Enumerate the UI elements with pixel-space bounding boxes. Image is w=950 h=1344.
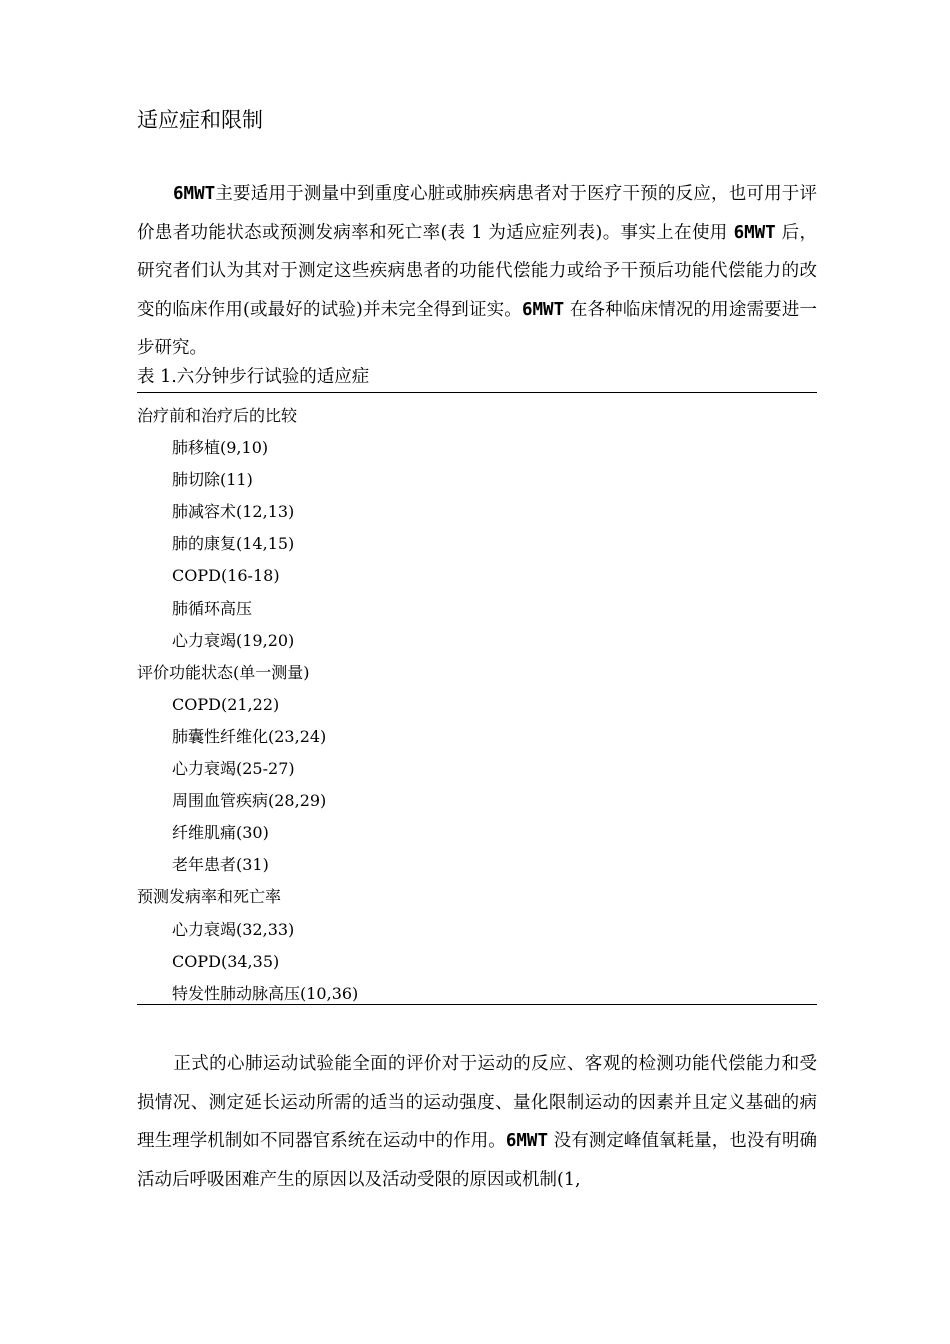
- table-row: 纤维肌痛(30): [172, 823, 269, 843]
- table-row: 周围血管疾病(28,29): [172, 791, 327, 811]
- paragraph-text: 没有测定峰值氧耗量，也没有明确活动后呼吸困难产生的原因以及活动受限的原因或机制(1,: [137, 1131, 818, 1190]
- table-row: 肺囊性纤维化(23,24): [172, 726, 327, 746]
- table-row: COPD(34,35): [172, 951, 280, 971]
- term-6mwt: 6MWT: [505, 1131, 548, 1152]
- table-row-category: 评价功能状态(单一测量): [137, 662, 310, 682]
- table-caption: 表 1.六分钟步行试验的适应症: [137, 367, 370, 387]
- table-row: 老年患者(31): [172, 855, 269, 875]
- table-row: COPD(16-18): [172, 566, 280, 586]
- table-row: COPD(21,22): [172, 694, 280, 714]
- table-row-category: 预测发病率和死亡率: [137, 887, 282, 907]
- table-row-category: 治疗前和治疗后的比较: [137, 406, 298, 425]
- table-row: 心力衰竭(19,20): [172, 630, 295, 650]
- term-6mwt: 6MWT: [173, 184, 216, 204]
- table-row: 肺减容术(12,13): [172, 502, 295, 522]
- table-row: 心力衰竭(25-27): [172, 759, 295, 779]
- table-row: 肺移植(9,10): [172, 438, 269, 458]
- paragraph-cpet: [137, 1045, 817, 1199]
- table-row: 肺切除(11): [172, 470, 253, 490]
- table-row: 肺的康复(14,15): [172, 534, 295, 554]
- paragraph-text: 正式的心肺运动试验能全面的评价对于运动的反应、客观的检测功能代偿能力和受损情况、测定延长运动所需的适当的运动强度、量化限制运动的因素并且定义基础的病理生理学机制如不同器官系统在运动中的作用。: [137, 1054, 817, 1152]
- indications-table: [137, 400, 817, 1010]
- table-row: 心力衰竭(32,33): [172, 919, 295, 939]
- paragraph-indications: [137, 175, 817, 368]
- paragraph-text: 主要适用于测量中到重度心脏或肺疾病患者对于医疗干预的反应，也可用于评价患者功能状态或预测发病率和死亡率(表 1 为适应症列表)。事实上在使用: [137, 184, 817, 243]
- table-top-rule: [137, 392, 817, 393]
- section-heading: 适应症和限制: [137, 108, 263, 132]
- table-bottom-rule: [137, 1004, 817, 1005]
- term-6mwt: 6MWT: [733, 222, 776, 243]
- term-6mwt: 6MWT: [521, 299, 565, 320]
- paragraph-text: 后，研究者们认为其对于测定这些疾病患者的功能代偿能力或给予干预后功能代偿能力的改变的临床作用(或最好的试验)并未完全得到证实。: [137, 222, 817, 320]
- table-row: 肺循环高压: [172, 598, 253, 618]
- paragraph-text: 在各种临床情况的用途需要进一步研究。: [137, 299, 818, 359]
- table-row: 特发性肺动脉高压(10,36): [172, 983, 359, 1003]
